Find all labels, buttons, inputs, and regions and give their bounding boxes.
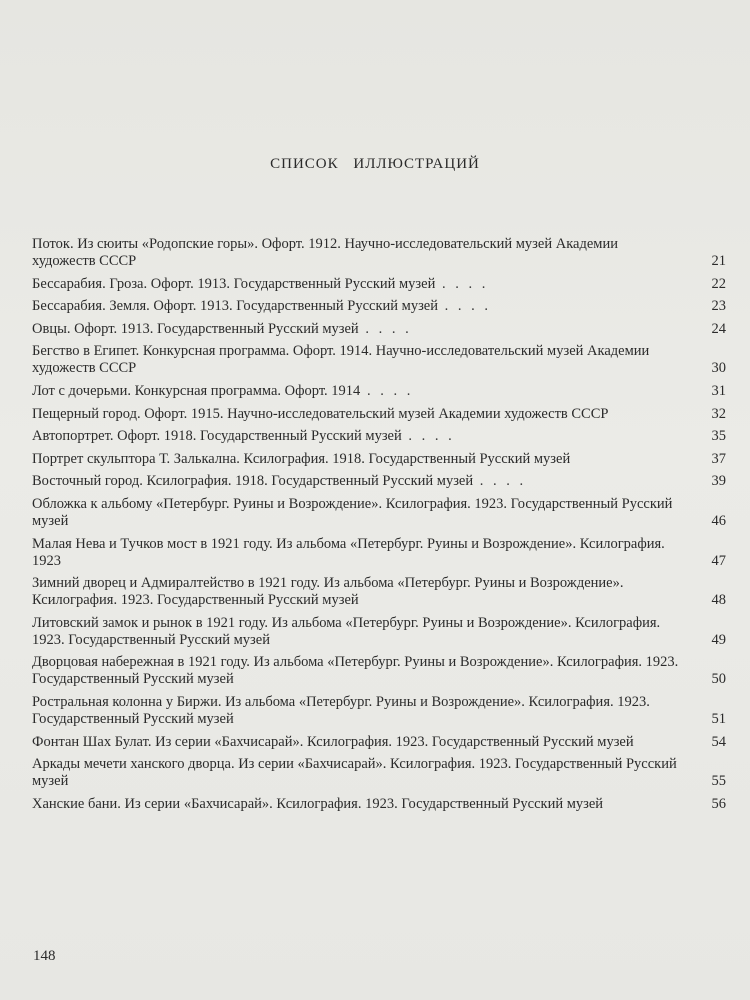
list-item — [32, 734, 726, 751]
illustration-page-number: 50 — [711, 671, 726, 688]
illustration-caption: Зимний дворец и Адмиралтейство в 1921 году. Из альбома «Петербург. Руины и Возрождение». Ксилография. 1923. Государственный Русский музей — [32, 575, 624, 609]
illustration-page-number: 30 — [711, 360, 726, 377]
illustration-page-number: 22 — [711, 275, 726, 292]
illustration-caption: Автопортрет. Офорт. 1918. Государственный Русский музей . . — [32, 428, 680, 445]
list-item — [32, 796, 726, 813]
list-item — [32, 298, 726, 315]
list-item — [32, 496, 726, 530]
illustration-caption: Фонтан Шах Булат. Из серии «Бахчисарай». Ксилография. 1923. Государственный Русский музей — [32, 733, 634, 750]
illustration-page-number: 47 — [711, 552, 726, 569]
illustration-page-number: 23 — [711, 298, 726, 315]
list-item — [32, 406, 726, 423]
illustration-caption: Поток. Из сюиты «Родопские горы». Офорт. 1912. Научно-исследовательский музей Академии художеств СССР — [32, 236, 618, 269]
illustration-caption: Ростральная колонна у Биржи. Из альбома «Петербург. Руины и Возрождение». Ксилография. 1923. Государственный Русский музей — [32, 693, 650, 727]
illustration-page-number: 48 — [711, 592, 726, 609]
illustration-page-number: 35 — [711, 428, 726, 445]
illustration-caption: Аркады мечети ханского дворца. Из серии «Бахчисарай». Ксилография. 1923. Государственный Русский музей — [32, 756, 677, 790]
illustration-page-number: 32 — [711, 405, 726, 422]
illustration-page-number: 55 — [711, 773, 726, 790]
list-item — [32, 473, 726, 490]
list-item — [32, 654, 726, 688]
illustration-page-number: 51 — [711, 710, 726, 727]
page-title: СПИСОК ИЛЛЮСТРАЦИЙ — [270, 156, 480, 172]
list-item — [32, 383, 726, 400]
illustration-page-number: 37 — [711, 450, 726, 467]
list-item — [32, 451, 726, 468]
illustration-page-number: 54 — [711, 733, 726, 750]
illustration-caption: Дворцовая набережная в 1921 году. Из альбома «Петербург. Руины и Возрождение». Ксилография. 1923. Государственный Русский музей — [32, 654, 679, 688]
illustration-page-number: 46 — [711, 512, 726, 529]
list-item — [32, 321, 726, 338]
list-item — [32, 756, 726, 790]
list-item — [32, 694, 726, 728]
illustration-caption: Обложка к альбому «Петербург. Руины и Возрождение». Ксилография. 1923. Государственный Русский музей — [32, 495, 673, 529]
illustration-caption: Бессарабия. Гроза. Офорт. 1913. Государственный Русский музей . . — [32, 276, 680, 293]
illustration-caption: Портрет скульптора Т. Залькална. Ксилография. 1918. Государственный Русский музей — [32, 450, 571, 467]
list-item — [32, 575, 726, 609]
list-item — [32, 536, 726, 570]
page-number: 148 — [33, 948, 56, 964]
list-item — [32, 615, 726, 649]
illustration-caption: Восточный город. Ксилография. 1918. Государственный Русский музей . . — [32, 473, 680, 490]
list-item — [32, 428, 726, 445]
illustration-caption: Бессарабия. Земля. Офорт. 1913. Государственный Русский музей . . — [32, 298, 680, 315]
illustration-caption: Пещерный город. Офорт. 1915. Научно-исследовательский музей Академии художеств СССР — [32, 405, 609, 422]
illustration-caption: Малая Нева и Тучков мост в 1921 году. Из альбома «Петербург. Руины и Возрождение». Ксилография. 1923 — [32, 535, 665, 569]
illustration-page-number: 21 — [711, 253, 726, 269]
illustration-page-number: 56 — [711, 795, 726, 812]
illustration-page-number: 24 — [711, 320, 726, 337]
list-item — [32, 343, 726, 377]
illustration-page-number: 31 — [711, 382, 726, 399]
illustrations-list — [32, 236, 726, 818]
illustration-caption: Литовский замок и рынок в 1921 году. Из альбома «Петербург. Руины и Возрождение». Ксилография. 1923. Государственный Русский музей — [32, 614, 661, 648]
list-item — [32, 236, 726, 270]
illustration-caption: Ханские бани. Из серии «Бахчисарай». Ксилография. 1923. Государственный Русский музей — [32, 795, 604, 812]
illustration-caption: Овцы. Офорт. 1913. Государственный Русский музей . . — [32, 321, 680, 338]
list-item — [32, 276, 726, 293]
illustration-caption: Бегство в Египет. Конкурсная программа. Офорт. 1914. Научно-исследовательский музей Академии художеств СССР — [32, 343, 650, 377]
illustration-page-number: 39 — [711, 473, 726, 490]
illustration-page-number: 49 — [711, 631, 726, 648]
illustration-caption: Лот с дочерьми. Конкурсная программа. Офорт. 1914 . . — [32, 383, 680, 400]
